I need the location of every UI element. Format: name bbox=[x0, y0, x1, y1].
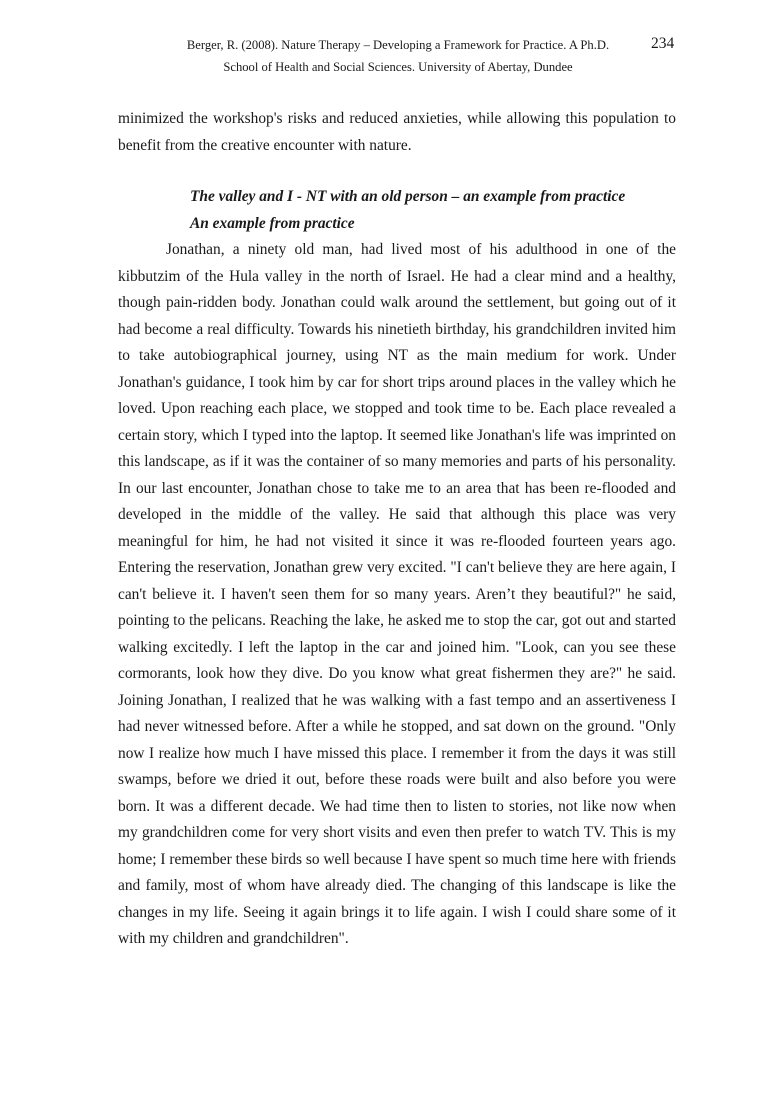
citation-line-2: School of Health and Social Sciences. University of Abertay, Dundee bbox=[223, 60, 573, 74]
body-text bbox=[118, 106, 676, 953]
citation-line-1: Berger, R. (2008). Nature Therapy – Developing a Framework for Practice. A Ph.D. bbox=[186, 38, 610, 52]
main-paragraph: Jonathan, a ninety old man, had lived most of his adulthood in one of the kibbutzim of the Hula valley in the north of Israel. He had a clear mind and a healthy, though pain-ridden body. Jonathan could walk around the settlement, but going out of it had become a real difficulty. Towards his ninetieth birthday, his grandchildren invited him to take autobiographical journey, using NT as the main medium for work. Under Jonathan's guidance, I took him by car for short trips around places in the valley which he loved. Upon reaching each place, we stopped and took time to be. Each place revealed a certain story, which I typed into the laptop. It seemed like Jonathan's life was imprinted on this landscape, as if it was the container of so many memories and parts of his personality. In our last encounter, Jonathan chose to take me to an area that has been re-flooded and developed in the middle of the valley. He said that although this place was very meaningful for him, he had not visited it since it was re-flooded fourteen years ago. Entering the reservation, Jonathan grew very excited. "I can't believe they are here again, I can't believe it. I haven't seen them for so many years. Aren’t they beautiful?" he said, pointing to the pelicans. Reaching the lake, he asked me to stop the car, got out and started walking excitedly. I left the laptop in the car and joined him. "Look, can you see these cormorants, look how they dive. Do you know what great fishermen they are?" he said. Joining Jonathan, I realized that he was walking with a fast tempo and an assertiveness I had never witnessed before. After a while he stopped, and sat down on the ground. "Only now I realize how much I have missed this place. I remember it from the days it was still swamps, before we dried it out, before these roads were built and also before you were born. It was a different decade. We had time then to listen to stories, not like now when my grandchildren come for very short visits and even then prefer to watch TV. This is my home; I remember these birds so well because I have spent so much time here with friends and family, most of whom have already died. The changing of this landscape is like the changes in my life. Seeing it again brings it to life again. I wish I could share some of it with my children and grandchildren". bbox=[118, 241, 676, 947]
section-heading: The valley and I - NT with an old person – an example from practice bbox=[190, 188, 626, 205]
intro-paragraph: minimized the workshop's risks and reduced anxieties, while allowing this population to benefit from the creative encounter with nature. bbox=[118, 110, 676, 154]
running-header bbox=[118, 34, 678, 78]
page-number: 234 bbox=[651, 35, 675, 52]
sub-heading: An example from practice bbox=[190, 214, 355, 232]
